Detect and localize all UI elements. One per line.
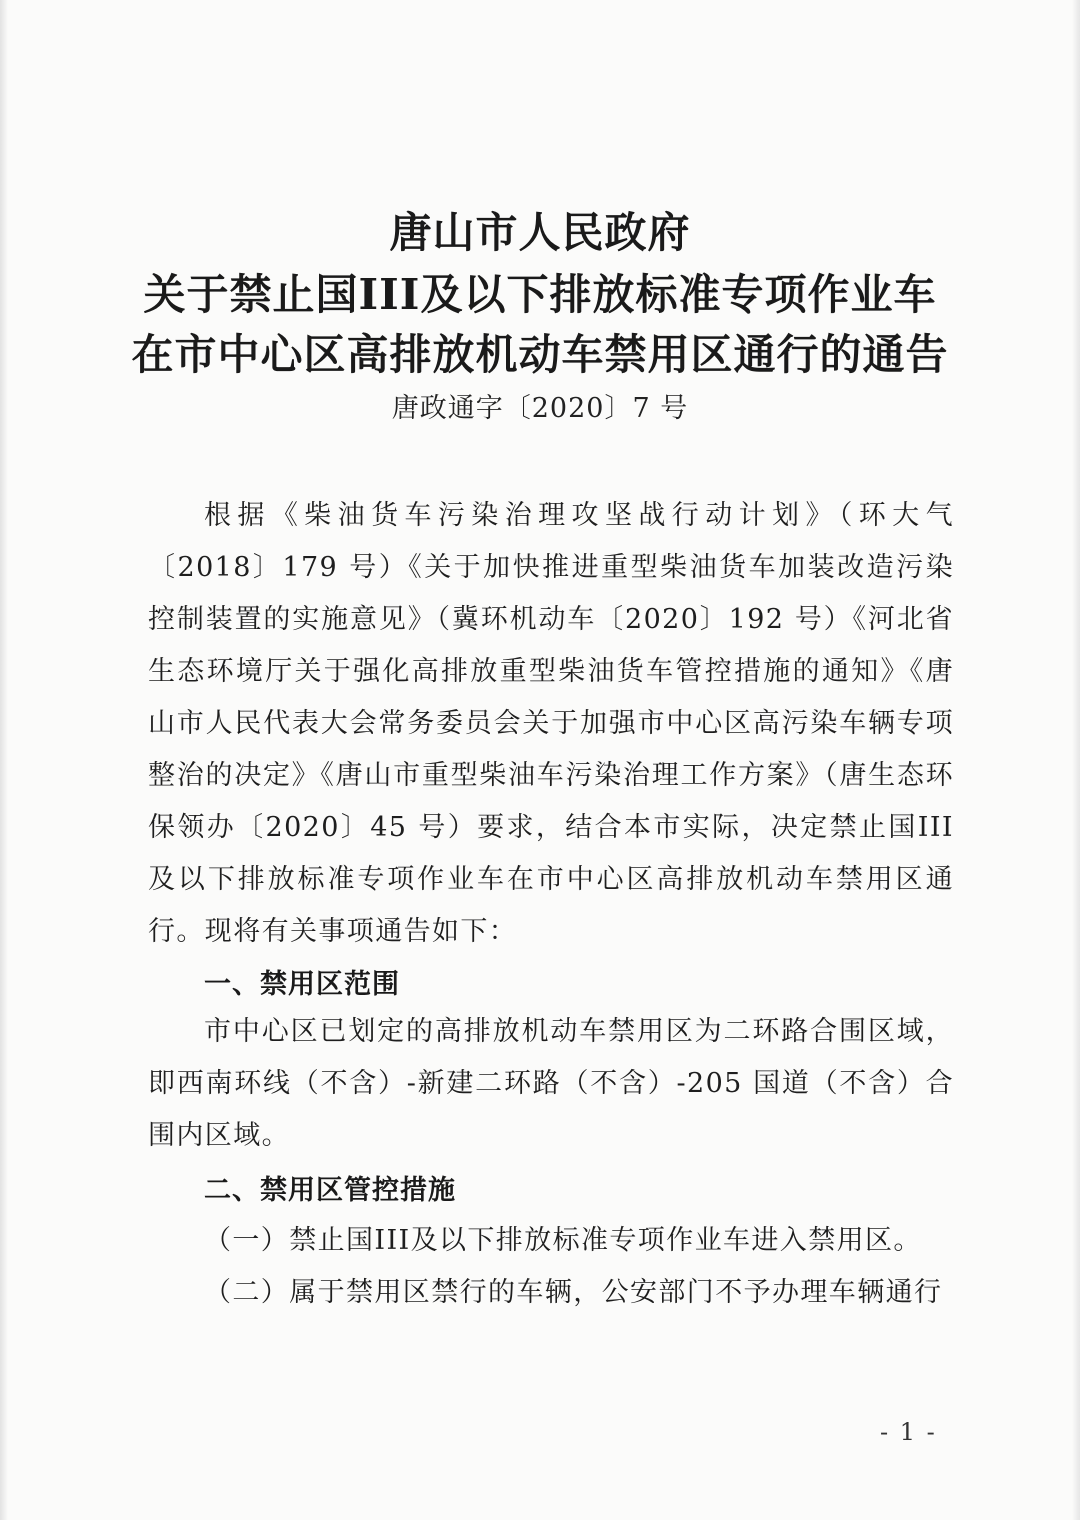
intro-paragraph: 根据《柴油货车污染治理攻坚战行动计划》（环大气〔2018〕179 号）《关于加快推进重型柴油货车加装改造污染控制装置的实施意见》（冀环机动车〔2020〕192 号）《河北省生态环境厅关于强化高排放重型柴油货车管控措施的通知》《唐山市人民代表大会常务委员会关于加强市中心区高污染车辆专项整治的决定》《唐山市重型柴油车污染治理工作方案》（唐生态环保领办〔2020〕45 号）要求，结合本市实际，决定禁止国III及以下排放标准专项作业车在市中心区高排放机动车禁用区通行。现将有关事项通告如下： [148,500,954,947]
section-2-heading: 二、禁用区管控措施 [204,1175,456,1206]
section-2-item-1: （一）禁止国III及以下排放标准专项作业车进入禁用区。 [204,1225,922,1256]
title-line-2: 关于禁止国III及以下排放标准专项作业车 [143,270,937,319]
title-line-1: 唐山市人民政府 [389,208,691,257]
section-1-text: 市中心区已划定的高排放机动车禁用区为二环路合围区域，即西南环线（不含）-新建二环路（不含）-205 国道（不含）合围内区域。 [148,1016,954,1151]
page-number: - 1 - [880,1418,937,1446]
section-1-heading: 一、禁用区范围 [204,969,400,1000]
section-2-item-2: （二）属于禁用区禁行的车辆，公安部门不予办理车辆通行 [204,1277,943,1308]
title-line-3: 在市中心区高排放机动车禁用区通行的通告 [131,330,949,379]
document-number: 唐政通字〔2020〕7 号 [391,393,689,424]
